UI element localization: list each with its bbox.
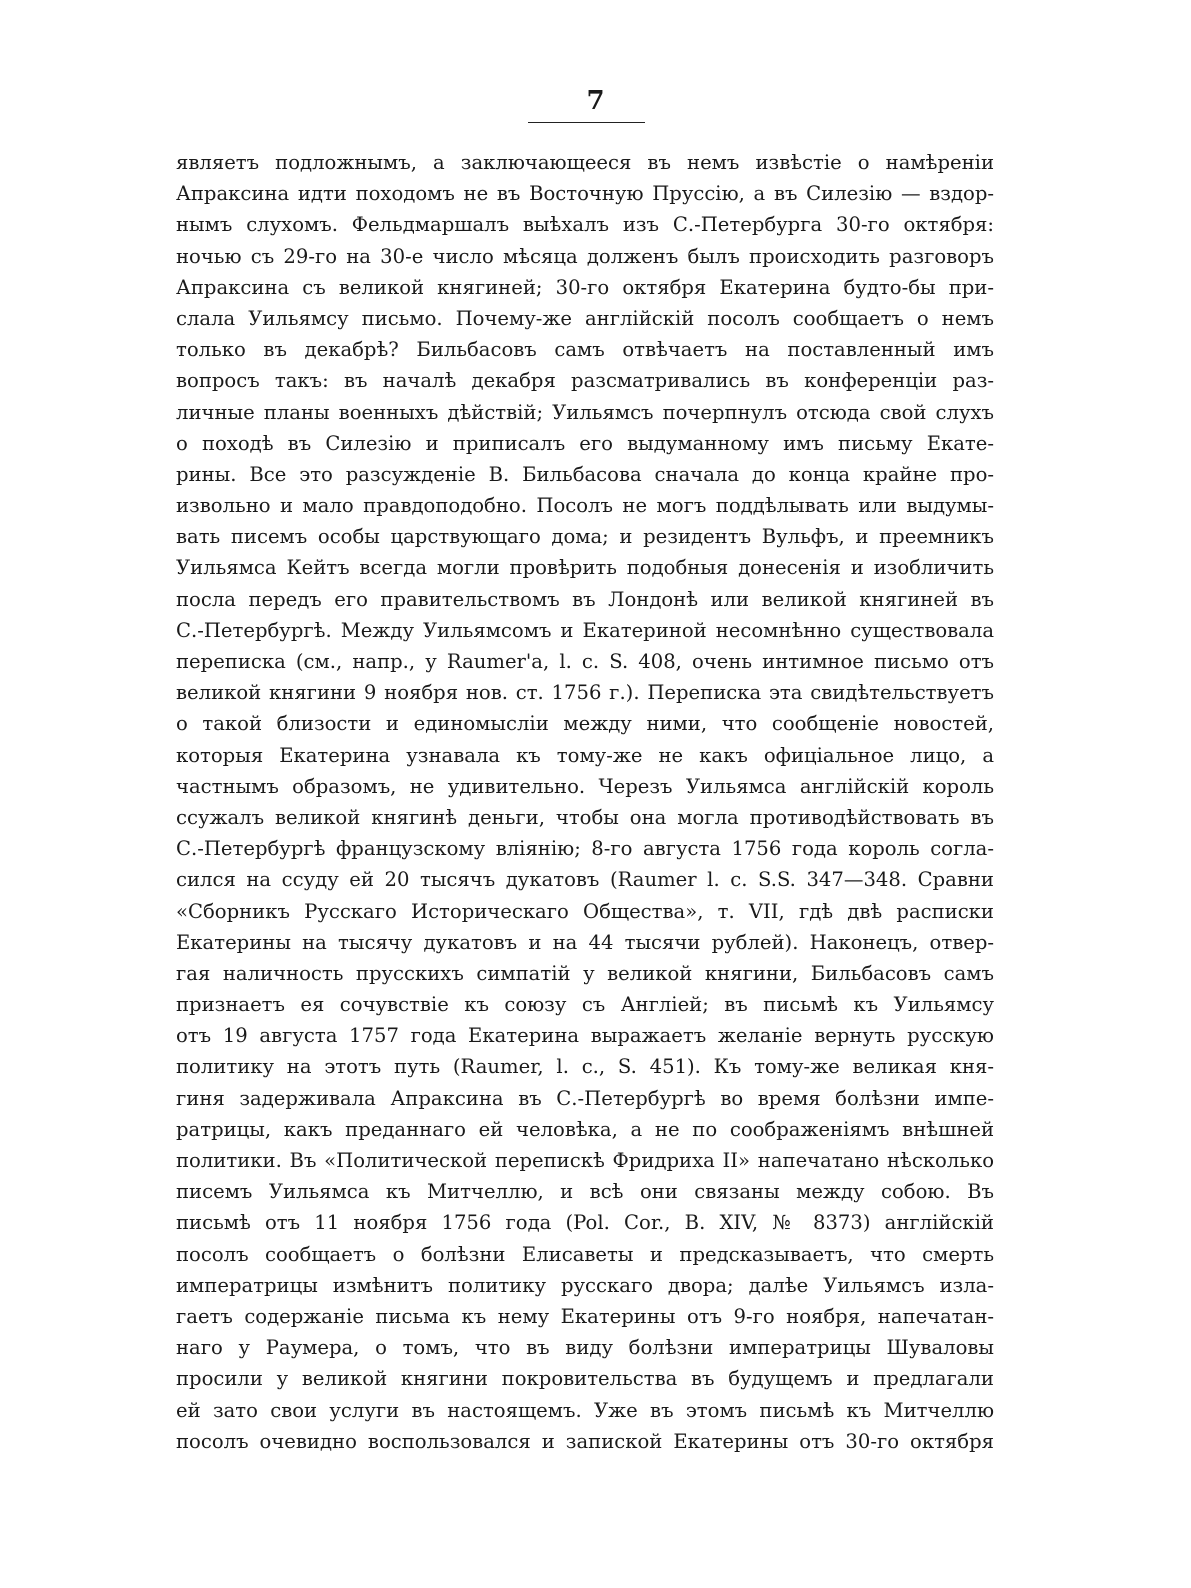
text-line: С.-Петербургѣ. Между Уильямсомъ и Екатериной несомнѣнно существовала: [176, 618, 994, 642]
text-line: писемъ Уильямса къ Митчеллю, и всѣ они связаны между собою. Въ: [176, 1180, 994, 1204]
text-line: политику на этотъ путь (Raumer, l. c., S. 451). Къ тому-же великая кня-: [176, 1055, 994, 1079]
text-line: ей зато свои услуги въ настоящемъ. Уже въ этомъ письмѣ къ Митчеллю: [176, 1398, 994, 1422]
text-line: Уильямса Кейтъ всегда могли провѣрить подобныя донесенія и изобличить: [176, 556, 994, 580]
text-line: вать писемъ особы царствующаго дома; и резидентъ Вульфъ, и преемникъ: [176, 525, 994, 549]
text-line: гая наличность прусскихъ симпатій у великой княгини, Бильбасовъ самъ: [176, 961, 994, 985]
text-line: «Сборникъ Русскаго Историческаго Общества», т. VII, гдѣ двѣ расписки: [176, 899, 994, 923]
text-line: слала Уильямсу письмо. Почему-же англійскій посолъ сообщаетъ о немъ: [176, 306, 994, 330]
text-line: посолъ очевидно воспользовался и запиской Екатерины отъ 30-го октября: [176, 1429, 994, 1453]
text-line: извольно и мало правдоподобно. Посолъ не могъ поддѣлывать или выдумы-: [176, 494, 994, 518]
text-line: признаетъ ея сочувствіе къ союзу съ Англіей; въ письмѣ къ Уильямсу: [176, 993, 994, 1017]
text-line: вопросъ такъ: въ началѣ декабря разсматривались въ конференціи раз-: [176, 369, 994, 393]
body-text: [176, 147, 994, 1457]
text-line: посолъ сообщаетъ о болѣзни Елисаветы и предсказываетъ, что смерть: [176, 1242, 994, 1266]
text-line: ночью съ 29-го на 30-е число мѣсяца долженъ былъ происходить разговоръ: [176, 244, 994, 268]
text-line: гаетъ содержаніе письма къ нему Екатерины отъ 9-го ноября, напечатан-: [176, 1304, 994, 1328]
text-line: личные планы военныхъ дѣйствій; Уильямсъ почерпнулъ отсюда свой слухъ: [176, 400, 994, 424]
page-number: 7: [586, 86, 605, 116]
page-number-rule: [528, 122, 645, 123]
text-line: рины. Все это разсужденіе В. Бильбасова сначала до конца крайне про-: [176, 462, 994, 486]
text-line: просили у великой княгини покровительства въ будущемъ и предлагали: [176, 1367, 994, 1391]
text-line: ратрицы, какъ преданнаго ей человѣка, а не по соображеніямъ внѣшней: [176, 1117, 994, 1141]
text-line: о такой близости и единомысліи между ними, что сообщеніе новостей,: [176, 712, 994, 736]
text-line: С.-Петербургѣ французскому вліянію; 8-го августа 1756 года король согла-: [176, 837, 994, 861]
text-line: нымъ слухомъ. Фельдмаршалъ выѣхалъ изъ С.-Петербурга 30-го октября:: [176, 213, 994, 237]
text-line: только въ декабрѣ? Бильбасовъ самъ отвѣчаетъ на поставленный имъ: [176, 338, 994, 362]
text-line: императрицы измѣнитъ политику русскаго двора; далѣе Уильямсъ изла-: [176, 1273, 994, 1297]
text-line: Екатерины на тысячу дукатовъ и на 44 тысячи рублей). Наконецъ, отвер-: [176, 930, 994, 954]
text-line: о походѣ въ Силезію и приписалъ его выдуманному имъ письму Екате-: [176, 431, 994, 455]
text-line: Апраксина идти походомъ не въ Восточную Пруссію, а въ Силезію — вздор-: [176, 182, 994, 206]
text-line: которыя Екатерина узнавала къ тому-же не какъ офиціальное лицо, а: [176, 743, 994, 767]
text-line: переписка (см., напр., у Raumer'a, l. c. S. 408, очень интимное письмо отъ: [176, 650, 994, 673]
text-line: сился на ссуду ей 20 тысячъ дукатовъ (Raumer l. c. S.S. 347—348. Сравни: [176, 868, 994, 892]
text-line: великой княгини 9 ноября нов. ст. 1756 г.). Переписка эта свидѣтельствуетъ: [176, 681, 994, 705]
text-line: являетъ подложнымъ, а заключающееся въ немъ извѣстіе о намѣреніи: [176, 151, 994, 174]
text-line: частнымъ образомъ, не удивительно. Черезъ Уильямса англійскій король: [176, 774, 994, 798]
text-line: наго у Раумера, о томъ, что въ виду болѣзни императрицы Шуваловы: [176, 1336, 994, 1360]
text-line: отъ 19 августа 1757 года Екатерина выражаетъ желаніе вернуть русскую: [176, 1024, 994, 1048]
text-line: посла передъ его правительствомъ въ Лондонѣ или великой княгиней въ: [176, 587, 994, 611]
text-line: политики. Въ «Политической перепискѣ Фридриха II» напечатано нѣсколько: [176, 1149, 994, 1172]
text-line: гиня задерживала Апраксина въ С.-Петербургѣ во время болѣзни импе-: [176, 1086, 994, 1110]
text-line: Апраксина съ великой княгиней; 30-го октября Екатерина будто-бы при-: [176, 275, 994, 299]
text-line: ссужалъ великой княгинѣ деньги, чтобы она могла противодѣйствовать въ: [176, 805, 994, 829]
text-line: письмѣ отъ 11 ноября 1756 года (Pol. Cor., B. XIV, № 8373) англійскій: [176, 1211, 994, 1235]
